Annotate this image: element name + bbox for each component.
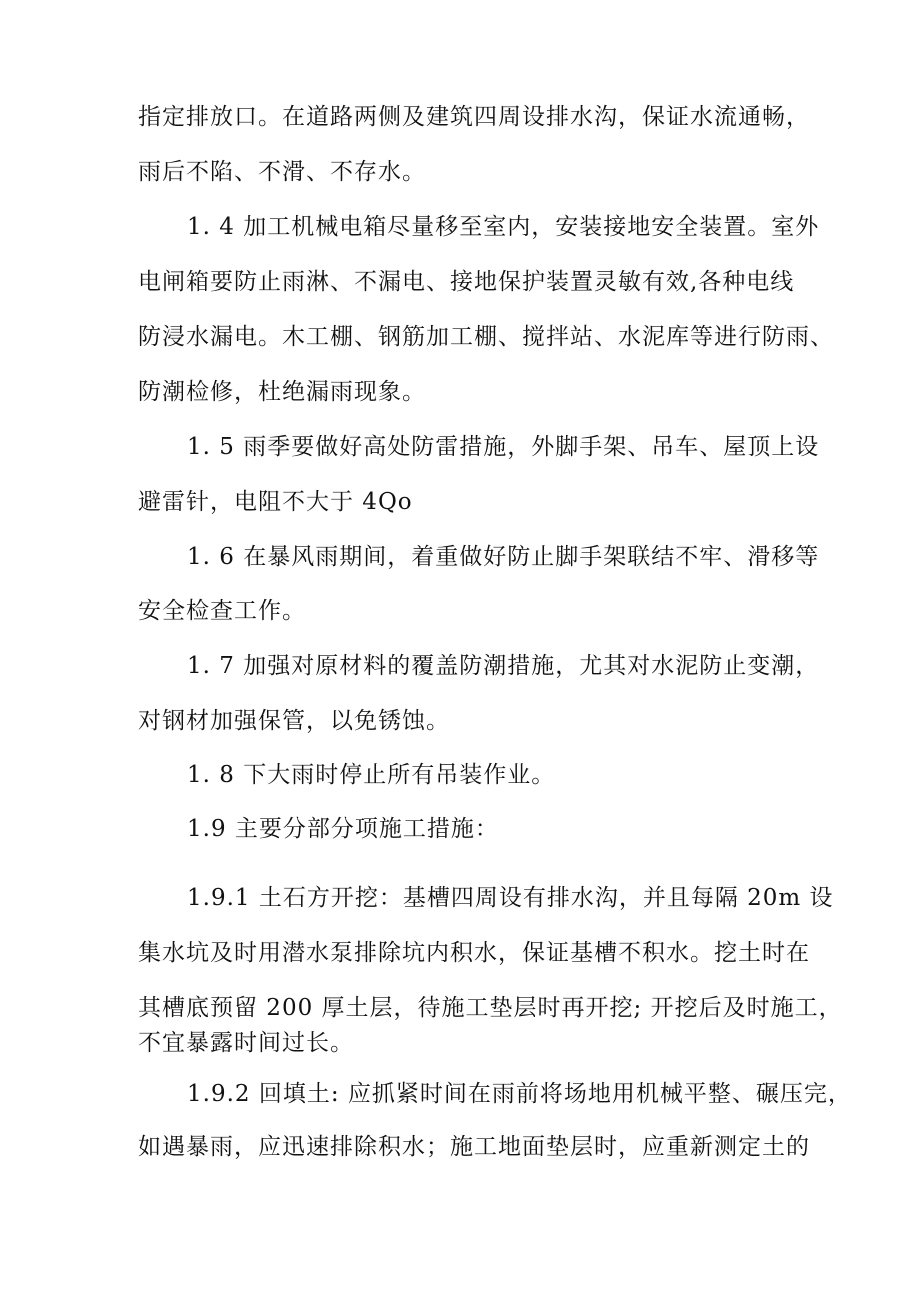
paragraph-line: 安全检查工作。 xyxy=(138,598,306,624)
paragraph-line: 不宜暴露时间过长。 xyxy=(138,1030,354,1056)
paragraph-line: 集水坑及时用潜水泵排除坑内积水，保证基槽不积水。挖土时在 xyxy=(138,940,810,966)
paragraph-line: 对钢材加强保管，以免锈蚀。 xyxy=(138,708,450,734)
paragraph-line: 如遇暴雨，应迅速排除积水；施工地面垫层时，应重新测定土的 xyxy=(138,1134,810,1160)
paragraph-line: 1. 7 加强对原材料的覆盖防潮措施，尤其对水泥防止变潮， xyxy=(187,653,820,679)
paragraph-line: 其槽底预留 200 厚土层，待施工垫层时再开挖; 开挖后及时施工， xyxy=(138,995,843,1021)
paragraph-line: 1. 4 加工机械电箱尽量移至室内，安装接地安全装置。室外 xyxy=(187,214,820,240)
paragraph-line: 防浸水漏电。木工棚、钢筋加工棚、搅拌站、水泥库等进行防雨、 xyxy=(138,324,834,350)
paragraph-line: 1.9.2 回填土: 应抓紧时间在雨前将场地用机械平整、碾压完， xyxy=(187,1081,852,1107)
paragraph-line: 电闸箱要防止雨淋、不漏电、接地保护装置灵敏有效,各种电线 xyxy=(138,269,795,295)
paragraph-line: 雨后不陷、不滑、不存水。 xyxy=(138,159,426,185)
paragraph-line: 避雷针，电阻不大于 4Qo xyxy=(138,489,413,515)
paragraph-line: 防潮检修，杜绝漏雨现象。 xyxy=(138,379,426,405)
paragraph-line: 1.9.1 土石方开挖：基槽四周设有排水沟，并且每隔 20m 设 xyxy=(187,885,834,911)
paragraph-line: 指定排放口。在道路两侧及建筑四周设排水沟，保证水流通畅， xyxy=(138,104,810,130)
paragraph-line: 1. 5 雨季要做好高处防雷措施，外脚手架、吊车、屋顶上设 xyxy=(187,434,820,460)
paragraph-line: 1. 6 在暴风雨期间，着重做好防止脚手架联结不牢、滑移等 xyxy=(187,544,820,570)
paragraph-line: 1.9 主要分部分项施工措施： xyxy=(187,816,499,842)
paragraph-line: 1. 8 下大雨时停止所有吊装作业。 xyxy=(187,762,556,788)
